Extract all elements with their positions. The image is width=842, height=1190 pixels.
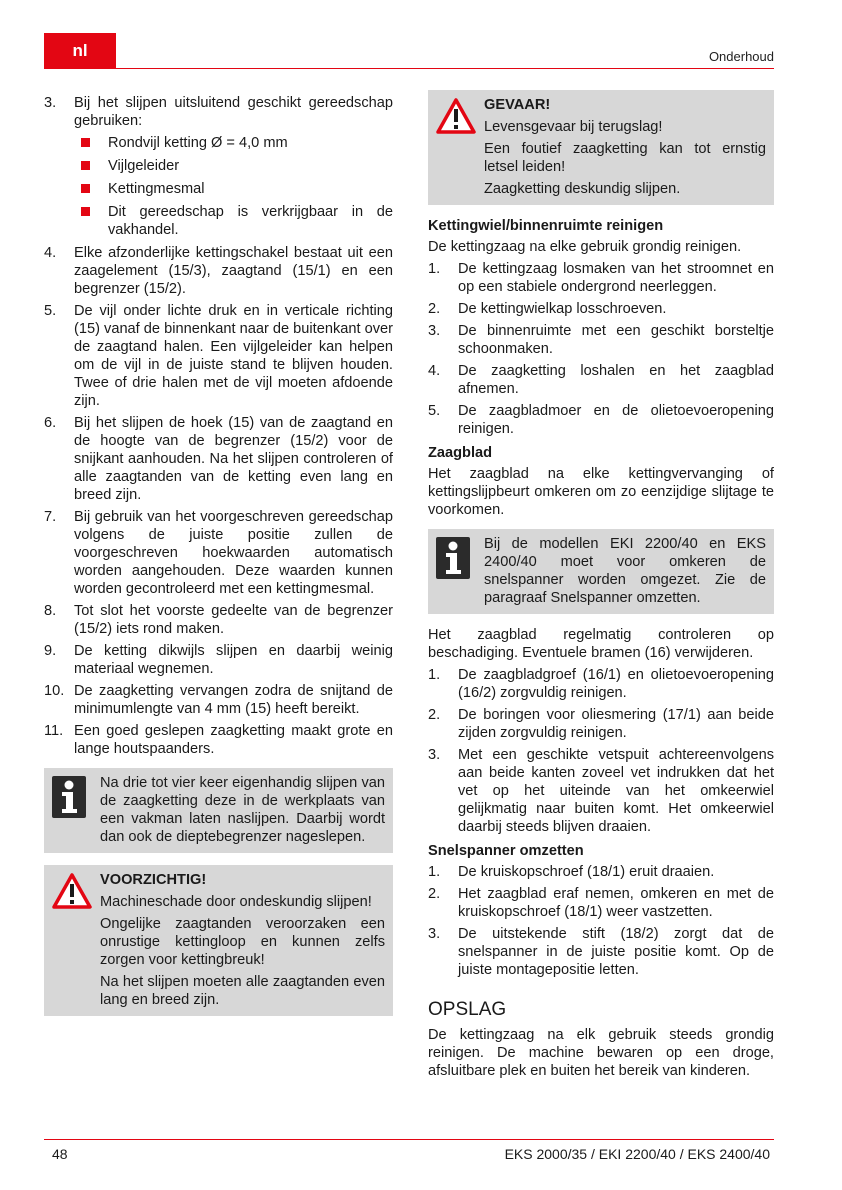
bullet-square-icon <box>81 207 90 216</box>
caution-line: Na het slijpen moeten alle zaagtanden even lang en breed zijn. <box>100 974 385 1008</box>
danger-line: Levensgevaar bij terugslag! <box>484 119 663 135</box>
step-number: 3. <box>428 926 441 942</box>
tensioner-heading: Snelspanner omzetten <box>428 843 584 859</box>
storage-heading: OPSLAG <box>428 999 507 1020</box>
list-item <box>44 414 393 504</box>
step-text: De zaagketting loshalen en het zaagblad afnemen. <box>458 363 774 397</box>
page-number: 48 <box>52 1146 68 1162</box>
tool-text: Kettingmesmal <box>108 181 205 197</box>
caution-line: Ongelijke zaagtanden veroorzaken een onrustige kettingloop en kunnen zelfs zorgen voor kettingbreuk! <box>100 916 385 968</box>
list-item <box>428 863 774 881</box>
section-title: Onderhoud <box>708 49 774 64</box>
info-icon <box>52 776 86 818</box>
tensioner-steps <box>428 863 774 979</box>
info-note-box <box>44 768 393 853</box>
step-number: 2. <box>428 301 441 317</box>
step-number: 6. <box>44 415 57 431</box>
step-text: De boringen voor oliesmering (17/1) aan beide zijden zorgvuldig reinigen. <box>458 707 774 741</box>
step-number: 1. <box>428 667 441 683</box>
danger-line: Een foutief zaagketting kan tot ernstig letsel leiden! <box>484 141 766 175</box>
tool-text: Dit gereedschap is verkrijgbaar in de vakhandel. <box>108 204 393 238</box>
step-number: 11. <box>44 723 64 739</box>
right-column <box>428 94 774 1084</box>
list-item <box>44 244 393 298</box>
bullet-square-icon <box>81 138 90 147</box>
tool-text: Vijlgeleider <box>108 158 180 174</box>
step-number: 1. <box>428 261 441 277</box>
list-item <box>44 642 393 678</box>
step-number: 2. <box>428 886 441 902</box>
step-number: 5. <box>44 303 57 319</box>
step-text: De zaagketting vervangen zodra de snijtand de minimumlengte van 4 mm (15) heeft bereikt. <box>74 683 393 717</box>
caution-line: Machineschade door ondeskundig slijpen! <box>100 894 372 910</box>
clean-intro: De kettingzaag na elke gebruik grondig reinigen. <box>428 239 742 255</box>
list-item <box>428 322 774 358</box>
list-item <box>428 260 774 296</box>
list-item <box>428 362 774 398</box>
list-item <box>74 203 393 239</box>
blade-intro: Het zaagblad na elke kettingvervanging of kettingslijpbeurt omkeren om zo eenzijdige slijtage te voorkomen. <box>428 466 774 518</box>
blade-steps <box>428 666 774 836</box>
list-item <box>74 134 393 152</box>
step-text: De kettingzaag losmaken van het stroomnet en op een stabiele ondergrond neerleggen. <box>458 261 774 295</box>
step-number: 5. <box>428 403 441 419</box>
step-number: 4. <box>44 245 57 261</box>
warning-triangle-icon <box>436 98 476 134</box>
tool-list <box>74 134 393 239</box>
step-number: 3. <box>428 323 441 339</box>
step-number: 8. <box>44 603 57 619</box>
bullet-square-icon <box>81 161 90 170</box>
left-column <box>44 94 393 1028</box>
info-note-box <box>428 529 774 614</box>
list-item <box>428 706 774 742</box>
list-item <box>44 94 393 239</box>
step-number: 10. <box>44 683 65 699</box>
step-number: 4. <box>428 363 441 379</box>
tool-text: Rondvijl ketting Ø = 4,0 mm <box>108 135 288 151</box>
list-item <box>428 666 774 702</box>
list-item <box>44 722 393 758</box>
list-item <box>44 682 393 718</box>
step-text: Bij het slijpen uitsluitend geschikt gereedschap gebruiken: <box>74 95 393 129</box>
caution-box <box>44 865 393 1016</box>
language-tab: nl <box>44 33 116 69</box>
header-rule <box>44 68 774 69</box>
list-item <box>428 885 774 921</box>
clean-heading: Kettingwiel/binnenruimte reinigen <box>428 218 664 234</box>
warning-triangle-icon <box>52 873 92 909</box>
danger-title: GEVAAR! <box>484 97 551 113</box>
list-item <box>74 180 393 198</box>
caution-title: VOORZICHTIG! <box>100 872 207 888</box>
step-number: 9. <box>44 643 57 659</box>
step-text: De kruiskopschroef (18/1) eruit draaien. <box>458 864 715 880</box>
blade-heading: Zaagblad <box>428 445 493 461</box>
step-text: De kettingwielkap losschroeven. <box>458 301 667 317</box>
list-item <box>428 925 774 979</box>
step-text: De ketting dikwijls slijpen en daarbij weinig materiaal wegnemen. <box>74 643 393 677</box>
list-item <box>428 402 774 438</box>
list-item <box>428 746 774 836</box>
step-text: Elke afzonderlijke kettingschakel bestaat uit een zaagelement (15/3), zaagtand (15/1) en een begrenzer (15/2). <box>74 245 393 297</box>
info-note-text: Na drie tot vier keer eigenhandig slijpen van de zaagketting deze in de werkplaats van een vakman laten naslijpen. Daarbij wordt dan ook de dieptebegrenzer nageslepen. <box>100 775 385 845</box>
danger-box <box>428 90 774 205</box>
step-text: Het zaagblad eraf nemen, omkeren en met de kruiskopschroef (18/1) weer vastzetten. <box>458 886 774 920</box>
step-text: De binnenruimte met een geschikt borsteltje schoonmaken. <box>458 323 774 357</box>
list-item <box>428 300 774 318</box>
step-number: 3. <box>44 95 57 111</box>
step-text: Bij het slijpen de hoek (15) van de zaagtand en de hoogte van de begrenzer (15/2) voor de snijkant aanhouden. Na het slijpen controleren of alle zaagtanden van de ketting even lang en breed zijn. <box>74 415 393 503</box>
step-text: De zaagbladgroef (16/1) en olietoevoeropening (16/2) zorgvuldig reinigen. <box>458 667 774 701</box>
danger-line: Zaagketting deskundig slijpen. <box>484 181 681 197</box>
list-item <box>44 508 393 598</box>
blade-check: Het zaagblad regelmatig controleren op beschadiging. Eventuele bramen (16) verwijderen. <box>428 627 774 661</box>
bullet-square-icon <box>81 184 90 193</box>
model-names: EKS 2000/35 / EKI 2200/40 / EKS 2400/40 <box>504 1146 770 1162</box>
info-icon <box>436 537 470 579</box>
step-number: 7. <box>44 509 57 525</box>
step-text: Tot slot het voorste gedeelte van de begrenzer (15/2) iets rond maken. <box>74 603 393 637</box>
step-number: 2. <box>428 707 441 723</box>
step-text: De uitstekende stift (18/2) zorgt dat de snelspanner in de juiste positie komt. Op de juiste montagepositie letten. <box>458 926 774 978</box>
step-text: De zaagbladmoer en de olietoevoeropening reinigen. <box>458 403 774 437</box>
list-item <box>74 157 393 175</box>
clean-steps <box>428 260 774 438</box>
sharpening-steps <box>44 94 393 758</box>
step-text: Een goed geslepen zaagketting maakt grote en lange houtspaanders. <box>74 723 393 757</box>
info-note-text: Bij de modellen EKI 2200/40 en EKS 2400/40 moet voor omkeren de snelspanner worden omgezet. Zie de paragraaf Snelspanner omzetten. <box>484 536 766 606</box>
step-number: 1. <box>428 864 441 880</box>
step-text: De vijl onder lichte druk en in verticale richting (15) vanaf de binnenkant naar de buitenkant over de zaagtand halen. Een vijlgeleider kan helpen om de vijl in de juiste stand te blijven houden. Twee of drie halen met de vijl moeten afdoende zijn. <box>74 303 393 409</box>
storage-text: De kettingzaag na elk gebruik steeds grondig reinigen. De machine bewaren op een droge, afsluitbare plek en buiten het bereik van kinderen. <box>428 1027 774 1079</box>
step-number: 3. <box>428 747 441 763</box>
list-item <box>44 602 393 638</box>
step-text: Bij gebruik van het voorgeschreven gereedschap volgens de juiste positie zullen de voorgeschreven hoekwaarden automatisch worden aangehouden. Deze waarden kunnen worden gecontroleerd met een kettingmesmal. <box>74 509 393 597</box>
footer-rule <box>44 1139 774 1140</box>
list-item <box>44 302 393 410</box>
step-text: Met een geschikte vetspuit achtereenvolgens aan beide kanten zoveel vet indrukken dat het vet op het uiteinde van het omkeerwiel gelijkmatig naar buiten komt. Het omkeerwiel daarbij steeds blijven draaien. <box>458 747 774 835</box>
